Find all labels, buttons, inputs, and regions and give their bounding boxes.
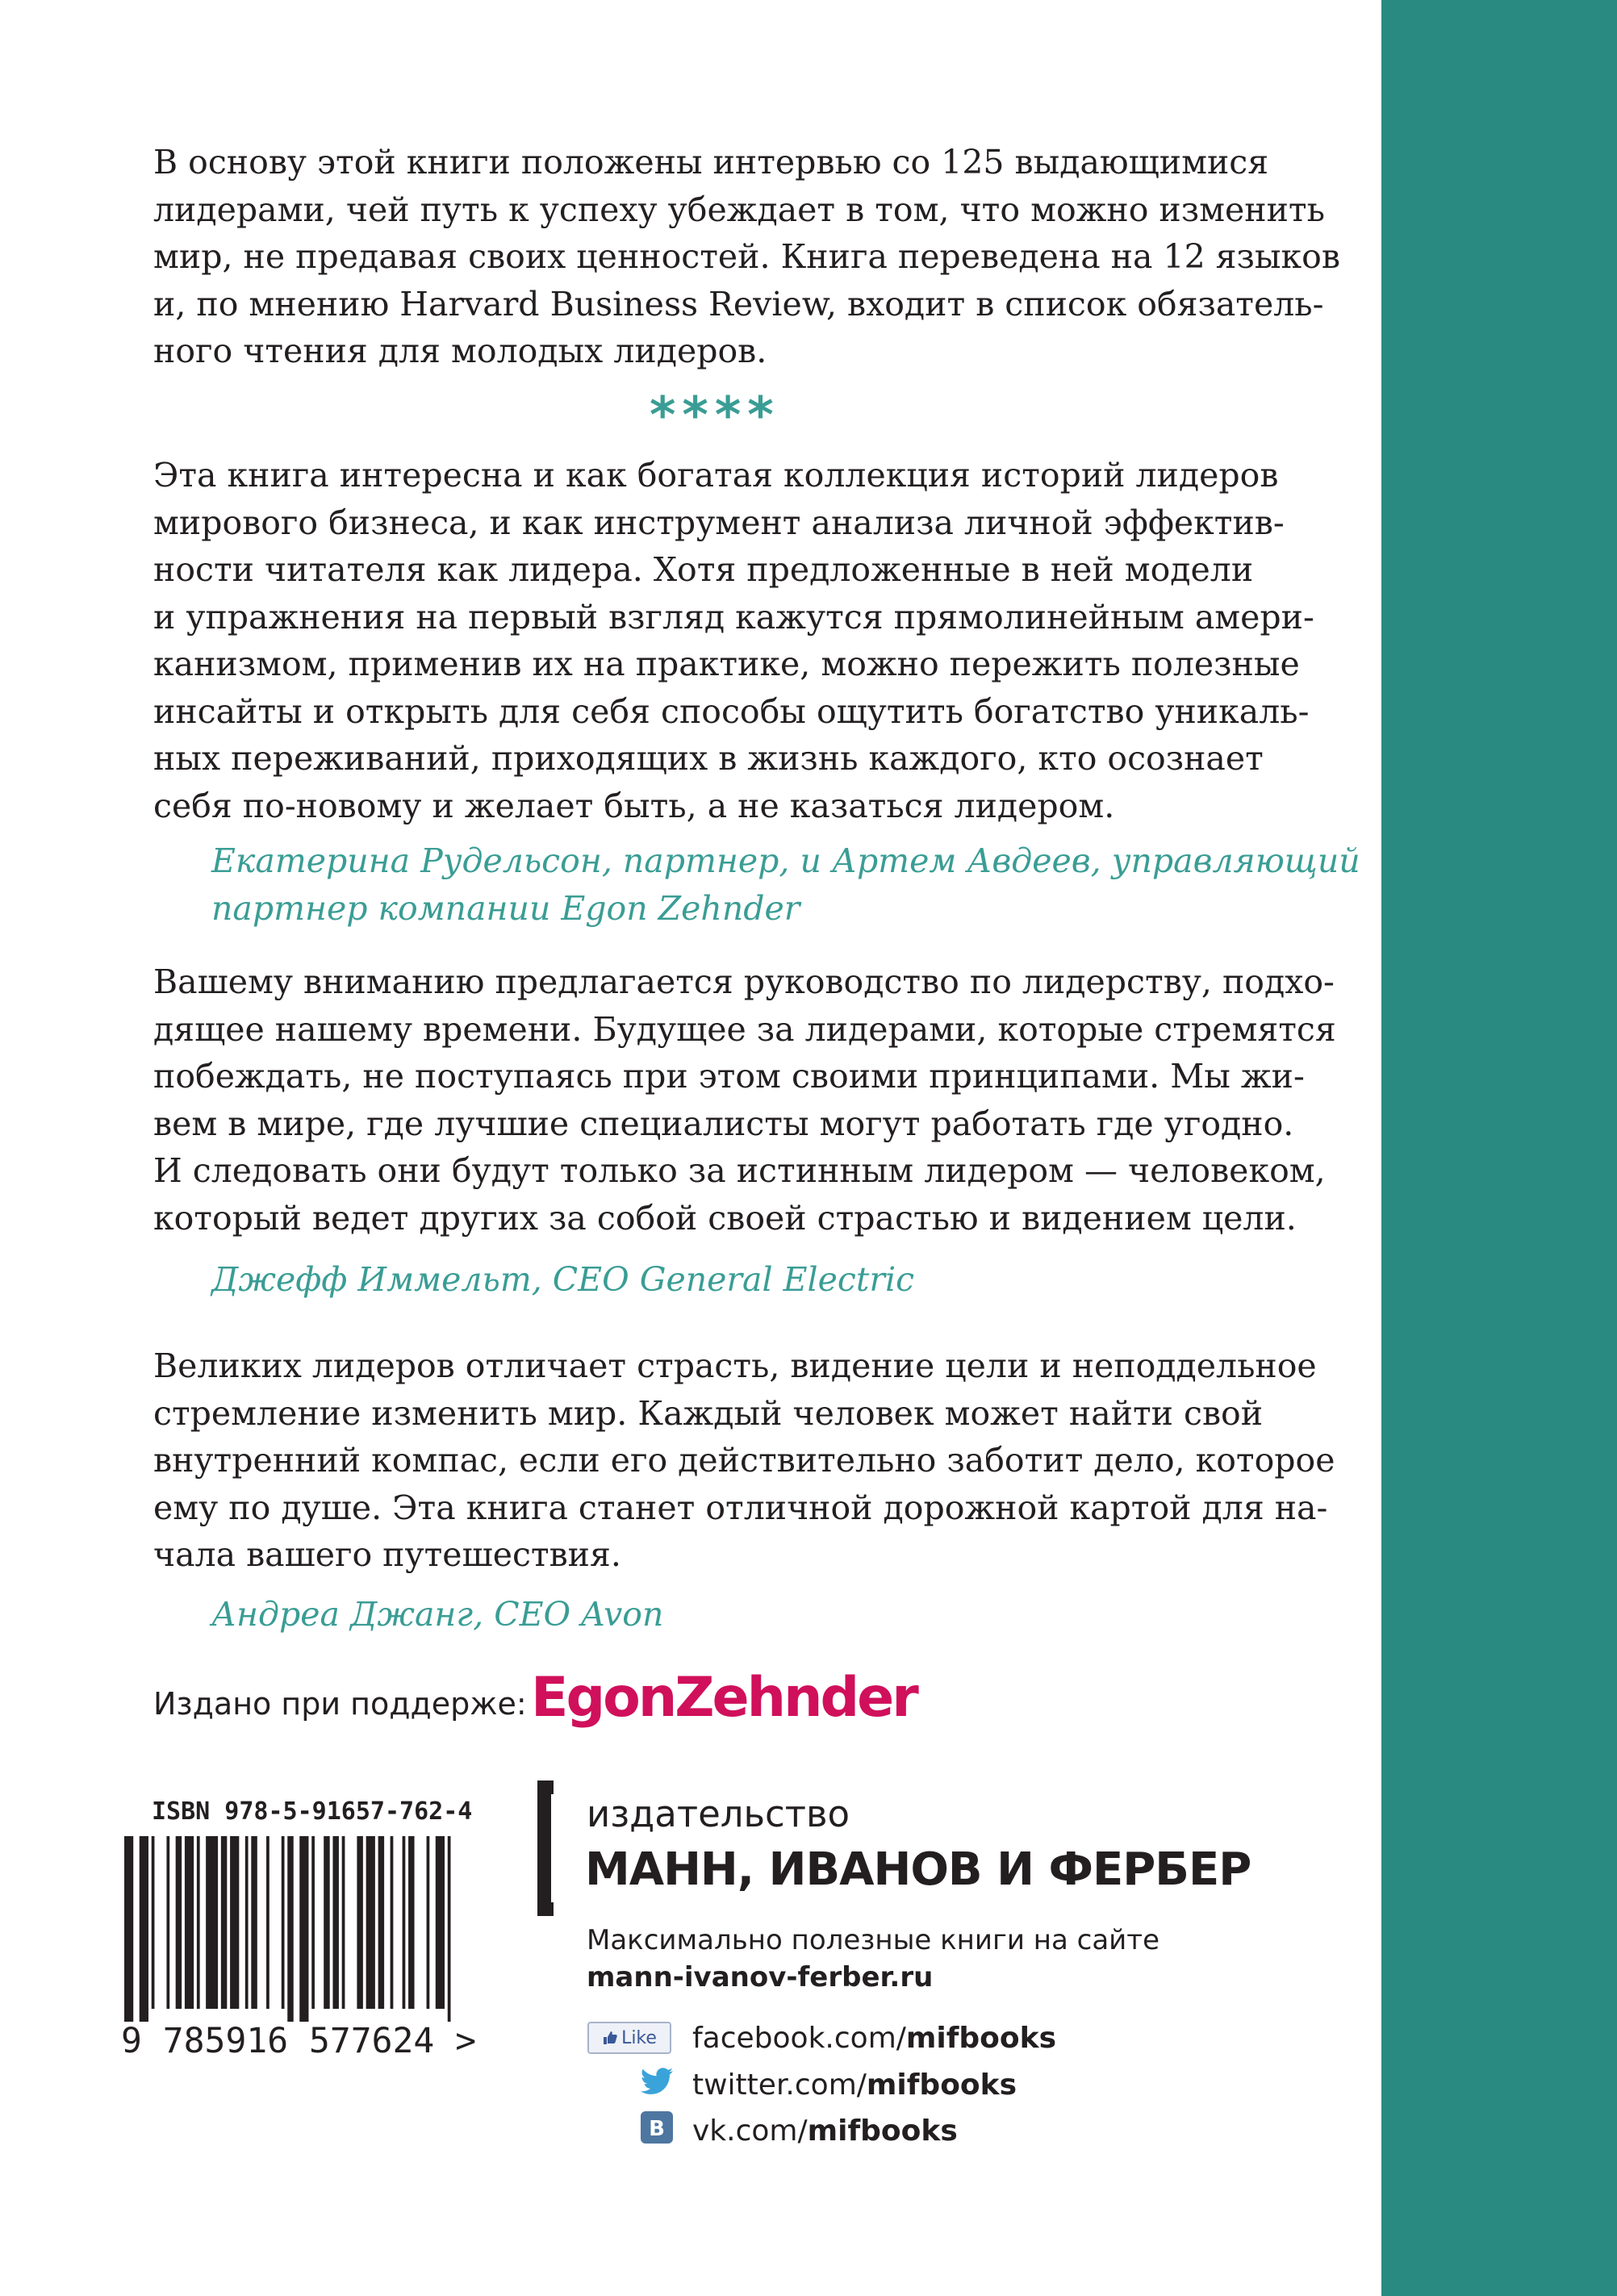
quote-3-text xyxy=(153,1342,1335,1579)
text-line: ного чтения для молодых лидеров. xyxy=(153,332,767,370)
social-handle: mifbooks xyxy=(807,2114,958,2148)
publisher-site-link[interactable]: mann-ivanov-ferber.ru xyxy=(587,1961,934,1993)
barcode-bar xyxy=(197,1836,200,2009)
text-line: и упражнения на первый взгляд кажутся прямолинейным амери- xyxy=(153,597,1314,637)
social-url-prefix: facebook.com/ xyxy=(692,2021,906,2055)
quote-1-attribution xyxy=(211,837,1360,932)
barcode-bar xyxy=(185,1836,194,2009)
barcode-bar xyxy=(166,1836,169,2009)
social-url-prefix: twitter.com/ xyxy=(692,2068,867,2102)
attribution-line: Андреа Джанг, CEO Avon xyxy=(211,1595,664,1634)
barcode-bar xyxy=(357,1836,362,2009)
quote-2-text xyxy=(153,958,1336,1242)
attribution-line: партнер компании Egon Zehnder xyxy=(211,888,800,928)
quote-3-attribution xyxy=(211,1591,1325,1639)
text-line: В основу этой книги положены интервью со 125 выдающимися xyxy=(153,143,1269,182)
barcode-bar xyxy=(366,1836,375,2009)
social-handle: mifbooks xyxy=(905,2021,1057,2055)
barcode-bar xyxy=(287,1836,293,2022)
text-line: себя по-новому и желает быть, а не казаться лидером. xyxy=(153,786,1115,825)
barcode-bar xyxy=(324,1836,329,2009)
barcode-bar xyxy=(378,1836,384,2009)
text-line: который ведет других за собой своей страстью и видением цели. xyxy=(153,1198,1297,1238)
text-line: ных переживаний, приходящих в жизнь каждого, кто осознает xyxy=(153,739,1264,778)
barcode-bar xyxy=(427,1836,430,2009)
social-vk[interactable] xyxy=(587,2110,958,2151)
quote-1-text xyxy=(153,452,1314,829)
attribution-line: Джефф Иммельт, CEO General Electric xyxy=(211,1260,915,1299)
publisher-tagline: Максимально полезные книги на сайте xyxy=(587,1924,1159,1956)
barcode-bar xyxy=(403,1836,406,2009)
cover-edge-strip xyxy=(1381,0,1617,2296)
barcode-bar xyxy=(448,1836,451,2022)
barcode-bar xyxy=(311,1836,315,2009)
publisher-name: МАНН, ИВАНОВ И ФЕРБЕР xyxy=(585,1843,1251,1896)
social-facebook[interactable] xyxy=(587,2018,1056,2058)
barcode-bar xyxy=(206,1836,218,2009)
social-url-prefix: vk.com/ xyxy=(692,2114,808,2148)
publisher-bracket-logo xyxy=(537,1780,554,1916)
barcode-bar xyxy=(332,1836,338,2009)
barcode-bar xyxy=(245,1836,249,2009)
barcode-bar xyxy=(391,1836,394,2009)
vk-icon xyxy=(641,2111,673,2151)
section-separator: **** xyxy=(650,386,780,445)
intro-paragraph xyxy=(153,139,1340,375)
isbn-barcode xyxy=(121,1836,468,2022)
barcode-bar xyxy=(140,1836,148,2022)
thumb-up-icon xyxy=(602,2030,618,2046)
egon-zehnder-logo: EgonZehnder xyxy=(531,1666,917,1730)
text-line: и, по мнению Harvard Business Review, входит в список обязатель- xyxy=(153,284,1324,324)
quote-2-attribution xyxy=(211,1256,1325,1304)
text-line: мир, не предавая своих ценностей. Книга переведена на 12 языков xyxy=(153,237,1340,276)
barcode-bar xyxy=(251,1836,257,2009)
isbn-label: ISBN 978-5-91657-762-4 xyxy=(152,1797,473,1826)
like-label: Like xyxy=(621,2027,657,2048)
text-line: канизмом, применив их на практике, можно пережить полезные xyxy=(153,645,1300,683)
text-line: чала вашего путешествия. xyxy=(153,1535,621,1574)
text-line: Вашему вниманию предлагается руководство по лидерству, подхо- xyxy=(153,962,1335,1001)
publisher-label: издательство xyxy=(587,1793,850,1835)
barcode-bar xyxy=(408,1836,414,2009)
text-line: Эта книга интересна и как богатая коллекция историй лидеров xyxy=(153,456,1279,495)
text-line: стремление изменить мир. Каждый человек может найти свой xyxy=(153,1393,1264,1433)
barcode-bar xyxy=(124,1836,133,2022)
text-line: вем в мире, где лучшие специалисты могут работать где угодно. xyxy=(153,1104,1294,1143)
social-twitter[interactable] xyxy=(587,2064,1017,2105)
text-line: ности читателя как лидера. Хотя предложенные в ней модели xyxy=(153,550,1254,589)
facebook-like-icon[interactable] xyxy=(587,2022,671,2054)
text-line: Великих лидеров отличает страсть, видение цели и неподдельное xyxy=(153,1346,1317,1385)
barcode-bar xyxy=(266,1836,270,2009)
text-line: мирового бизнеса, и как инструмент анализа личной эффектив- xyxy=(153,503,1285,542)
text-line: ему по душе. Эта книга станет отличной дорожной картой для на- xyxy=(153,1488,1328,1527)
barcode-bar xyxy=(221,1836,227,2009)
barcode-digits: 9 785916 577624 > xyxy=(121,2021,477,2061)
text-line: И следовать они будут только за истинным лидером — человеком, xyxy=(153,1151,1326,1190)
barcode-bar xyxy=(176,1836,182,2009)
twitter-bird-icon xyxy=(641,2068,673,2102)
barcode-bar xyxy=(342,1836,345,2009)
attribution-line: Екатерина Рудельсон, партнер, и Артем Авдеев, управляющий xyxy=(211,841,1360,880)
barcode-bar xyxy=(299,1836,308,2022)
social-handle: mifbooks xyxy=(866,2068,1017,2102)
barcode-bar xyxy=(230,1836,239,2009)
text-line: побеждать, не поступаясь при этом своими принципами. Мы жи- xyxy=(153,1057,1305,1096)
vk-icon-letter: B xyxy=(649,2116,665,2141)
text-line: дящее нашему времени. Будущее за лидерами, которые стремятся xyxy=(153,1009,1336,1049)
support-label: Издано при поддерже: xyxy=(153,1686,527,1722)
text-line: внутренний компас, если его действительно заботит дело, которое xyxy=(153,1441,1335,1480)
barcode-bar xyxy=(282,1836,285,2009)
barcode-bar xyxy=(152,1836,155,2009)
text-line: инсайты и открыть для себя способы ощутить богатство уникаль- xyxy=(153,691,1310,731)
text-line: лидерами, чей путь к успеху убеждает в том, что можно изменить xyxy=(153,190,1325,229)
barcode-bar xyxy=(436,1836,445,2009)
